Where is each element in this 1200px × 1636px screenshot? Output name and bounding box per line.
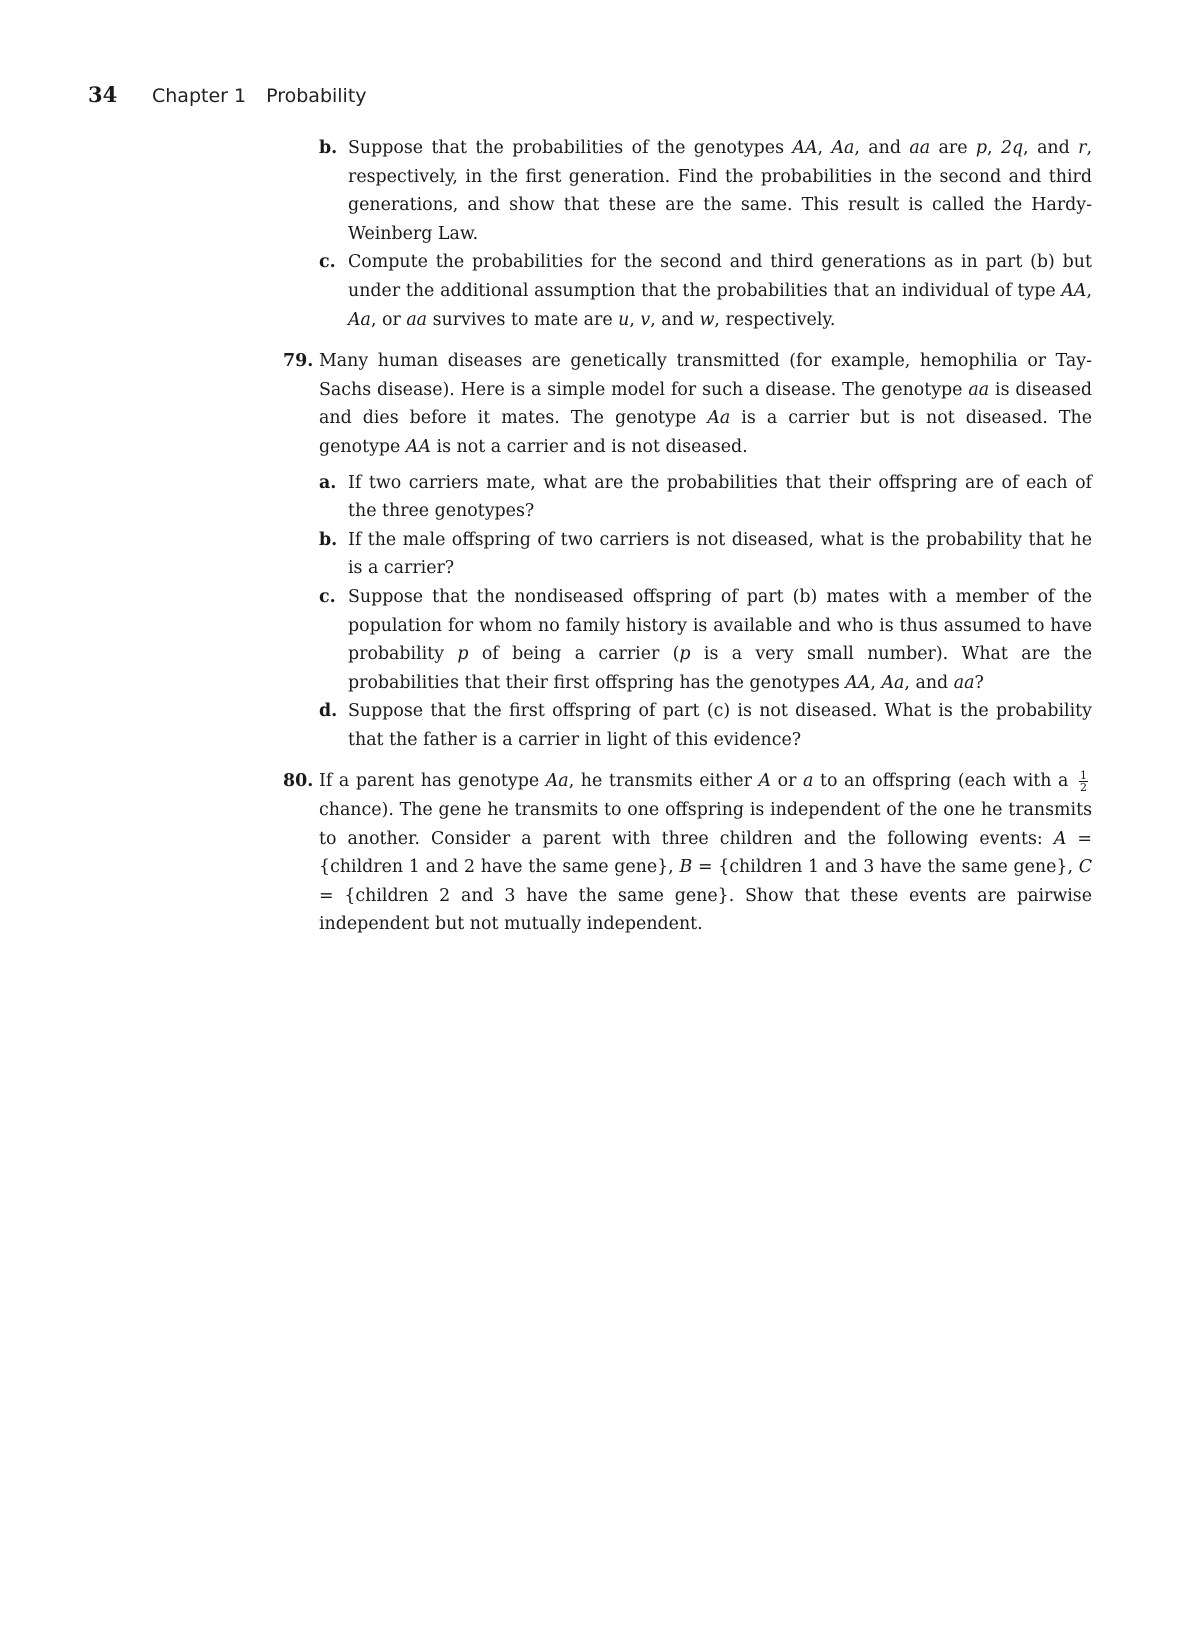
math-var: aa: [968, 379, 990, 400]
text: , and: [650, 309, 700, 330]
item-label: a.: [319, 472, 337, 493]
item-79d: [286, 697, 1092, 754]
math-var: A: [758, 771, 772, 792]
text: ,: [629, 309, 641, 330]
event-def: = {children 1 and 2 have the same gene},: [319, 828, 1092, 878]
event-var: B: [679, 857, 693, 878]
event-var: A: [1053, 828, 1067, 849]
item-text: [348, 138, 1092, 244]
text: Suppose that the probabilities of the genotypes: [348, 138, 793, 158]
text: is a very small number). What are the probabilities that their first offspring has the genotypes: [348, 644, 1092, 693]
text: ,: [987, 138, 1001, 158]
text: Compute the probabilities for the second and third generations as in part (b) but under the additional assumption that the probabilities that an individual of type: [348, 252, 1092, 301]
text: ,: [870, 672, 882, 693]
problem-80: [283, 767, 1093, 939]
text: , he transmits either: [568, 771, 759, 792]
math-var: p: [457, 644, 469, 665]
text: survives to mate are: [427, 309, 619, 330]
text: to an offspring (each with a: [813, 771, 1076, 792]
page-content: [283, 134, 1093, 939]
item-text: Suppose that the first offspring of part (c) is not diseased. What is the probability that the father is a carrier in light of this evidence?: [348, 701, 1092, 750]
text: ,: [817, 138, 832, 158]
math-var: v: [640, 309, 651, 330]
math-var: u: [618, 309, 630, 330]
text: is diseased and dies before it mates. The genotype: [319, 379, 1093, 429]
item-label: b.: [319, 529, 338, 550]
fraction-one-half: [1079, 770, 1088, 793]
math-var: AA: [792, 138, 818, 158]
math-var: AA: [845, 672, 871, 693]
text: , and: [1023, 138, 1079, 158]
problem-79: [283, 347, 1093, 461]
math-var: aa: [406, 309, 428, 330]
text: of being a carrier (: [468, 644, 680, 665]
item-label: c.: [319, 586, 336, 607]
text: or: [771, 771, 804, 792]
problem-number: 80.: [283, 771, 314, 792]
math-var: Aa: [348, 309, 371, 330]
text: , or: [370, 309, 407, 330]
item-79a: [286, 469, 1092, 526]
math-var: r: [1078, 138, 1087, 158]
math-var: AA: [405, 436, 431, 457]
text: is not a carrier and is not diseased.: [431, 436, 748, 457]
math-var: 2q: [1000, 138, 1024, 158]
math-var: aa: [953, 672, 975, 693]
problem-text: [319, 351, 1092, 457]
text: Suppose that the nondiseased offspring of part (b) mates with a member of the population for whom no family history is available and who is thus assumed to have probability: [348, 586, 1092, 665]
item-text: [348, 252, 1092, 329]
math-var: p: [679, 644, 691, 665]
text: , respectively, in the first generation. Find the probabilities in the second and third generations, and show that these are the same. This result is called the Hardy-Weinberg Law.: [348, 138, 1093, 244]
item-label: b.: [319, 138, 338, 158]
math-var: Aa: [881, 672, 905, 693]
item-label: c.: [319, 252, 336, 273]
page-header: [88, 82, 367, 114]
text: Many human diseases are genetically transmitted (for example, hemophilia or Tay-Sachs disease). Here is a simple model for such a disease. The genotype: [319, 351, 1092, 400]
math-var: AA: [1061, 280, 1087, 301]
running-head: [152, 85, 367, 107]
fraction-denominator: 2: [1080, 781, 1088, 795]
page-number: 34: [88, 82, 118, 107]
item-78c: [286, 248, 1092, 334]
text: is a carrier but is not diseased. The genotype: [319, 408, 1092, 457]
math-var: Aa: [707, 408, 731, 429]
event-def: = {children 1 and 3 have the same gene},: [692, 857, 1079, 878]
item-79b: [286, 526, 1092, 583]
fraction-numerator: 1: [1080, 769, 1088, 783]
text: , and: [854, 138, 910, 158]
math-var: w: [699, 309, 715, 330]
text: are: [930, 138, 976, 158]
text: ,: [1086, 280, 1092, 301]
text: Show that these events are pairwise independent but not mutually independent.: [319, 885, 1093, 935]
item-text: If two carriers mate, what are the probabilities that their offspring are of each of the three genotypes?: [348, 472, 1092, 522]
problem-number: 79.: [283, 351, 314, 372]
math-var: p: [975, 138, 988, 158]
event-def: = {children 2 and 3 have the same gene}.: [319, 885, 745, 906]
chapter-title: Probability: [266, 85, 367, 107]
item-78b: [286, 134, 1092, 248]
item-label: d.: [319, 701, 338, 722]
text: , respectively.: [714, 309, 836, 330]
text: If a parent has genotype: [319, 771, 546, 792]
chapter-label: Chapter 1: [152, 85, 247, 107]
math-var: a: [803, 771, 814, 792]
item-text: [348, 587, 1092, 693]
text: , and: [904, 672, 954, 693]
problem-text: [319, 771, 1092, 934]
math-var: Aa: [545, 771, 569, 792]
math-var: aa: [909, 138, 931, 158]
item-79c: [286, 583, 1092, 697]
event-var: C: [1078, 857, 1093, 878]
math-var: Aa: [831, 138, 855, 158]
text: ?: [974, 672, 984, 693]
text: chance). The gene he transmits to one offspring is independent of the one he transmits to another. Consider a parent with three children and the following events:: [319, 800, 1092, 849]
item-text: If the male offspring of two carriers is not diseased, what is the probability that he is a carrier?: [348, 529, 1092, 579]
